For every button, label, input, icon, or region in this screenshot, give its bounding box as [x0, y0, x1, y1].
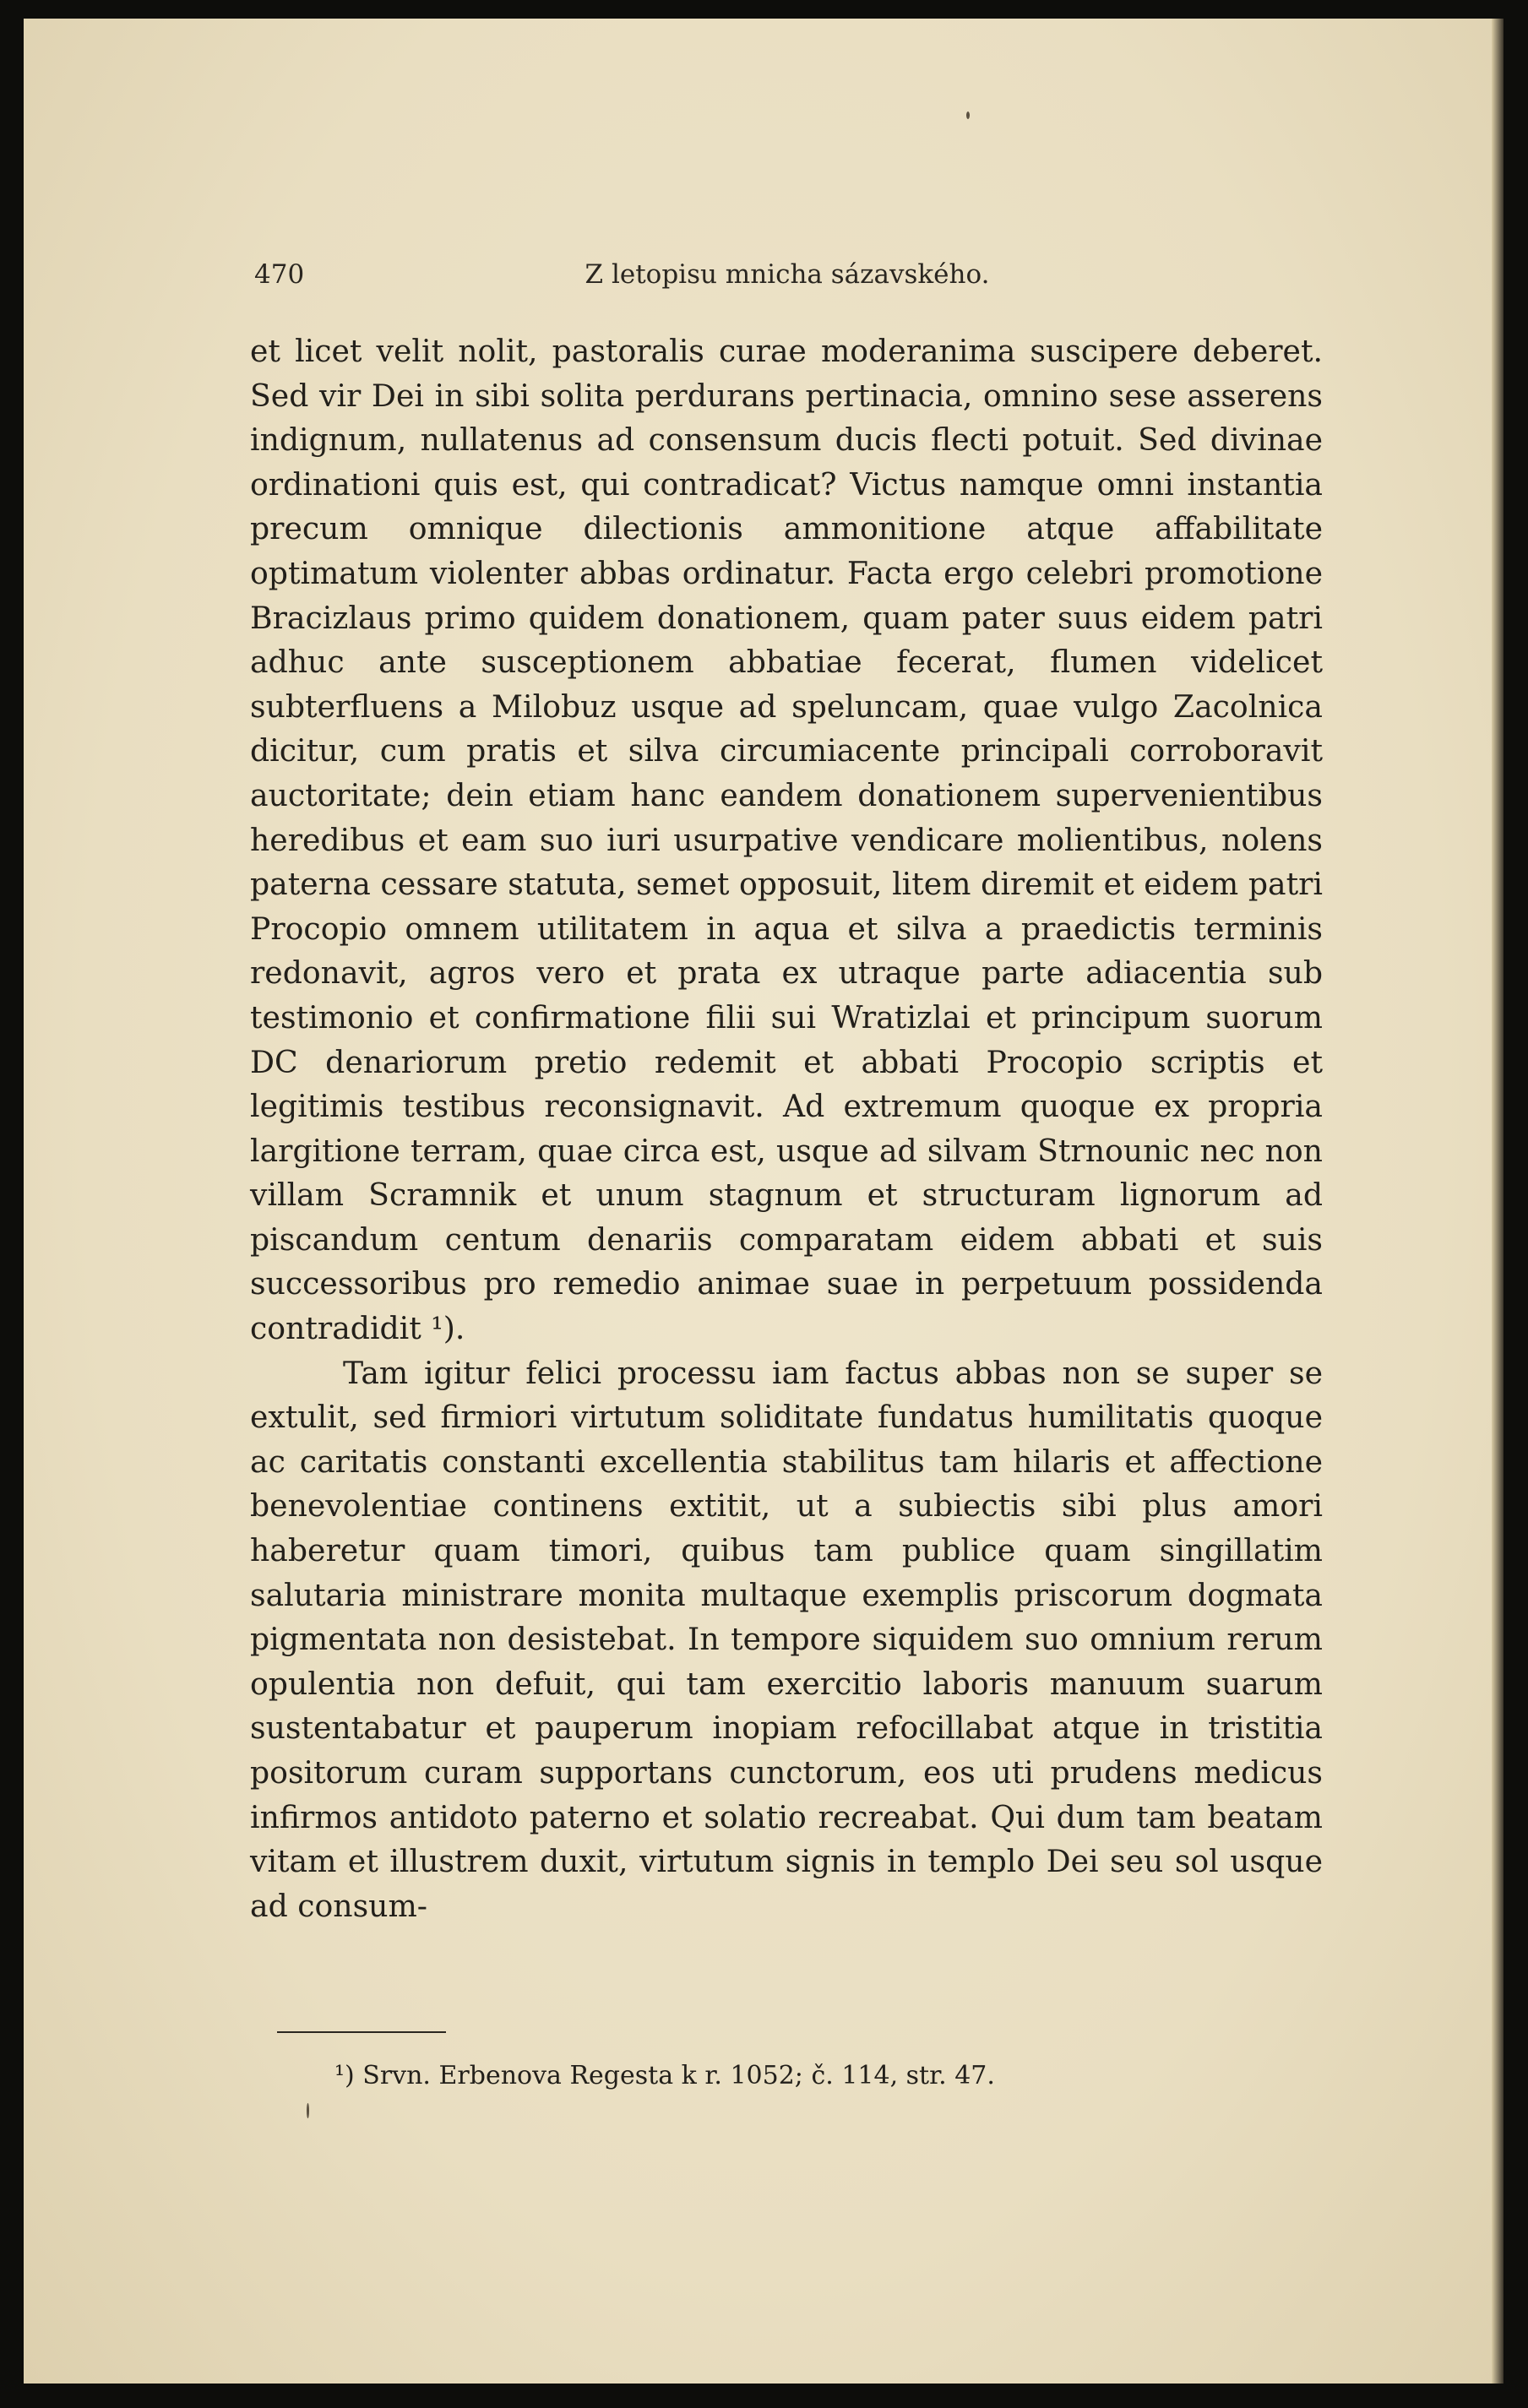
paper-speck	[966, 111, 970, 119]
main-text	[250, 329, 1323, 1928]
page-number: 470	[254, 259, 305, 290]
page-edge-shadow	[1492, 19, 1504, 2384]
footnote: ¹) Srvn. Erbenova Regesta k r. 1052; č. 114, str. 47.	[334, 2061, 995, 2090]
paragraph-2: Tam igitur felici processu iam factus abbas non se super se extulit, sed firmiori virtutum soliditate fundatus humilitatis quoque ac caritatis constanti excellentia stabilitus tam hilaris et affectione benevolentiae continens extitit, ut a subiectis sibi plus amori haberetur quam timori, quibus tam publice quam singillatim salutaria ministrare monita multaque exemplis priscorum dogmata pigmentata non desistebat. In tempore siquidem suo omnium rerum opulentia non defuit, qui tam exercitio laboris manuum suarum sustentabatur et pauperum inopiam refocillabat atque in tristitia positorum curam supportans cunctorum, eos uti prudens medicus infirmos antidoto paterno et solatio recreabat. Qui dum tam beatam vitam et illustrem duxit, virtutum signis in templo Dei seu sol usque ad consum-	[250, 1354, 1323, 1924]
paper-speck	[307, 2103, 309, 2118]
footnote-divider	[277, 2031, 446, 2033]
paragraph-1: et licet velit nolit, pastoralis curae moderanima suscipere deberet. Sed vir Dei in sibi solita perdurans pertinacia, omnino sese asserens indignum, nullatenus ad consensum ducis flecti potuit. Sed divinae ordinationi quis est, qui contradicat? Victus namque omni instantia precum omnique dilectionis ammonitione atque affabilitate optimatum violenter abbas ordinatur. Facta ergo celebri promotione Bracizlaus primo quidem donationem, quam pater suus eidem patri adhuc ante susceptionem abbatiae fecerat, flumen videlicet subterfluens a Milobuz usque ad speluncam, quae vulgo Zacolnica dicitur, cum pratis et silva circumiacente principali corroboravit auctoritate; dein etiam hanc eandem donationem supervenientibus heredibus et eam suo iuri usurpative vendicare molientibus, nolens paterna cessare statuta, semet opposuit, litem diremit et eidem patri Procopio omnem utilitatem in aqua et silva a praedictis terminis redonavit, agros vero et prata ex utraque parte adiacentia sub testimonio et confirmatione filii sui Wratizlai et principum suorum DC denariorum pretio redemit et abbati Procopio scriptis et legitimis testibus reconsignavit. Ad extremum quoque ex propria largitione terram, quae circa est, usque ad silvam Strnounic nec non villam Scramnik et unum stagnum et structuram lignorum ad piscandum centum denariis comparatam eidem abbati et suis successoribus pro remedio animae suae in perpetuum possidenda contradidit ¹).	[250, 333, 1323, 1347]
page-header	[254, 259, 1320, 302]
running-title: Z letopisu mnicha sázavského.	[585, 259, 990, 290]
book-page	[24, 19, 1504, 2384]
